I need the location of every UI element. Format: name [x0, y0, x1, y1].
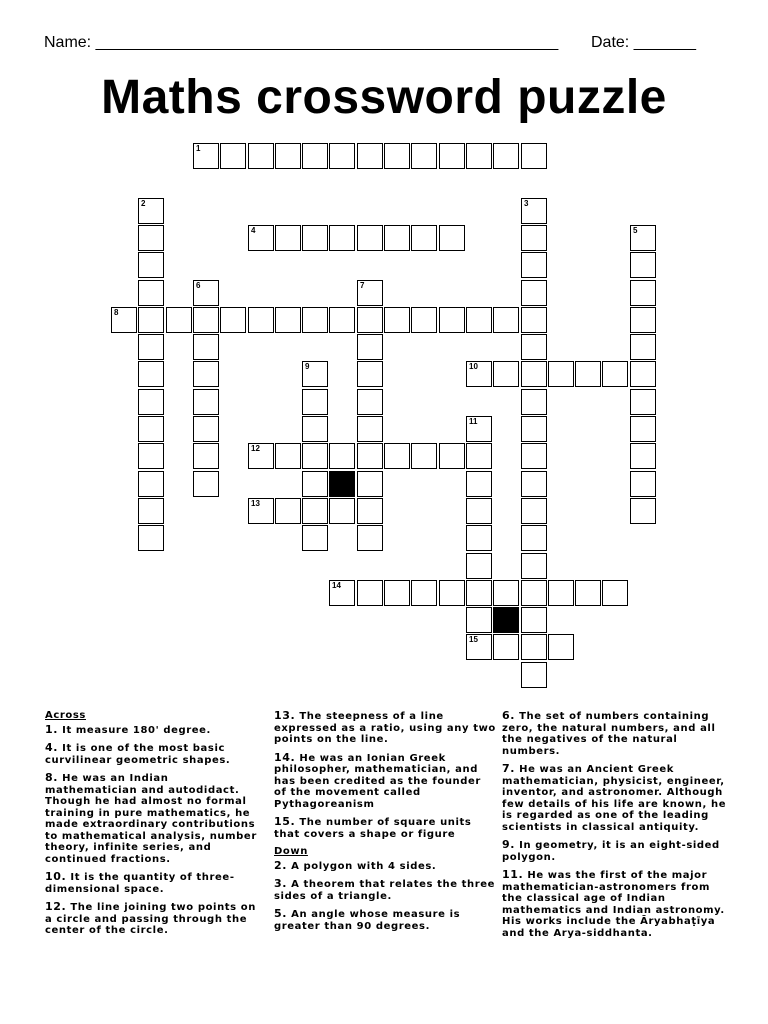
crossword-cell[interactable] — [220, 143, 246, 169]
clue-item — [502, 710, 730, 757]
clue-number: 10 — [469, 362, 478, 371]
crossword-cell[interactable] — [466, 580, 492, 606]
clue-text: The line joining two points on a circle and passing through the center of the circle. — [45, 902, 257, 936]
crossword-cell[interactable] — [466, 634, 492, 660]
clue-text: He was an Ancient Greek mathematician, physicist, engineer, inventor, and astronomer. Although few details of his life are known, he is regarded as one of the leading scientists in classical antiquity. — [502, 764, 727, 833]
crossword-cell[interactable] — [193, 334, 219, 360]
crossword-cell[interactable] — [357, 389, 383, 415]
crossword-cell[interactable] — [630, 252, 656, 278]
crossword-cell[interactable] — [521, 143, 547, 169]
crossword-cell[interactable] — [248, 307, 274, 333]
clue-number: 5 — [633, 226, 638, 235]
crossword-cell[interactable] — [302, 143, 328, 169]
crossword-cell[interactable] — [521, 225, 547, 251]
crossword-cell[interactable] — [302, 471, 328, 497]
crossword-cell[interactable] — [493, 634, 519, 660]
crossword-cell[interactable] — [493, 143, 519, 169]
clue-text: He was the first of the major mathematician-astronomers from the classical age of Indian mathematics and Indian astronomy. His works include the Āryabhaṭīya and the Arya-siddhanta. — [502, 870, 725, 939]
clue-text: In geometry, it is an eight-sided polygon. — [502, 840, 720, 863]
crossword-cell[interactable] — [329, 225, 355, 251]
crossword-cell[interactable] — [466, 443, 492, 469]
crossword-cell[interactable] — [193, 471, 219, 497]
across-heading: Across — [45, 710, 86, 721]
crossword-cell[interactable] — [466, 553, 492, 579]
clues-column-1 — [45, 710, 260, 943]
clue-item — [45, 871, 260, 895]
crossword-cell[interactable] — [193, 307, 219, 333]
crossword-cell[interactable] — [521, 334, 547, 360]
clue-number: 7. — [502, 762, 516, 775]
crossword-cell[interactable] — [138, 225, 164, 251]
crossword-cell[interactable] — [602, 361, 628, 387]
crossword-cell[interactable] — [630, 280, 656, 306]
crossword-cell[interactable] — [521, 280, 547, 306]
clue-text: A theorem that relates the three sides of a triangle. — [274, 879, 496, 902]
crossword-cell[interactable] — [521, 498, 547, 524]
clue-number: 4. — [45, 741, 59, 754]
page-title: Maths crossword puzzle — [101, 71, 667, 124]
crossword-cell[interactable] — [275, 307, 301, 333]
crossword-cell[interactable] — [302, 416, 328, 442]
crossword-cell[interactable] — [630, 416, 656, 442]
clue-item — [45, 742, 260, 766]
crossword-cell[interactable] — [466, 143, 492, 169]
crossword-cell[interactable] — [138, 471, 164, 497]
crossword-cell[interactable] — [302, 225, 328, 251]
crossword-cell[interactable] — [521, 471, 547, 497]
crossword-cell[interactable] — [357, 334, 383, 360]
clue-number: 9 — [305, 362, 310, 371]
crossword-cell[interactable] — [275, 143, 301, 169]
crossword-cell[interactable] — [548, 580, 574, 606]
crossword-cell[interactable] — [548, 361, 574, 387]
crossword-cell[interactable] — [302, 361, 328, 387]
crossword-cell[interactable] — [357, 225, 383, 251]
clue-item — [502, 869, 730, 939]
date-field[interactable]: Date: _______ — [591, 34, 696, 51]
clue-item — [274, 860, 496, 873]
clue-number: 1 — [196, 144, 201, 153]
crossword-cell[interactable] — [521, 307, 547, 333]
crossword-cell[interactable] — [630, 498, 656, 524]
clue-number: 14 — [332, 581, 341, 590]
crossword-cell[interactable] — [357, 307, 383, 333]
crossword-cell[interactable] — [111, 307, 137, 333]
crossword-block — [493, 607, 519, 633]
crossword-cell[interactable] — [302, 498, 328, 524]
clue-number: 2. — [274, 858, 288, 872]
crossword-cell[interactable] — [138, 389, 164, 415]
crossword-cell[interactable] — [357, 443, 383, 469]
clues-column-2 — [274, 710, 496, 938]
crossword-cell[interactable] — [138, 252, 164, 278]
crossword-cell[interactable] — [630, 443, 656, 469]
clue-item — [274, 816, 496, 840]
clue-number: 10. — [45, 870, 67, 883]
crossword-cell[interactable] — [466, 416, 492, 442]
crossword-cell[interactable] — [466, 498, 492, 524]
crossword-cell[interactable] — [248, 143, 274, 169]
clue-number: 5. — [274, 907, 288, 920]
crossword-cell[interactable] — [220, 307, 246, 333]
crossword-cell[interactable] — [193, 416, 219, 442]
crossword-cell[interactable] — [138, 334, 164, 360]
crossword-cell[interactable] — [521, 361, 547, 387]
crossword-cell[interactable] — [521, 525, 547, 551]
crossword-cell[interactable] — [138, 198, 164, 224]
clues-column-3 — [502, 710, 730, 945]
crossword-cell[interactable] — [357, 416, 383, 442]
clue-number: 12 — [251, 444, 260, 453]
crossword-cell[interactable] — [138, 361, 164, 387]
crossword-cell[interactable] — [521, 607, 547, 633]
crossword-cell[interactable] — [248, 443, 274, 469]
crossword-cell[interactable] — [302, 389, 328, 415]
crossword-cell[interactable] — [357, 525, 383, 551]
clue-number: 11. — [502, 868, 524, 881]
clue-text: It is the quantity of three-dimensional space. — [45, 872, 235, 895]
crossword-cell[interactable] — [439, 307, 465, 333]
clue-text: He was an Ionian Greek philosopher, mathematician, and has been credited as the founder of the movement called Pythagoreanism — [274, 752, 481, 810]
crossword-cell[interactable] — [138, 525, 164, 551]
crossword-cell[interactable] — [521, 198, 547, 224]
crossword-cell[interactable] — [521, 553, 547, 579]
crossword-cell[interactable] — [329, 143, 355, 169]
crossword-cell[interactable] — [630, 307, 656, 333]
crossword-cell[interactable] — [439, 143, 465, 169]
crossword-cell[interactable] — [548, 634, 574, 660]
crossword-cell[interactable] — [630, 389, 656, 415]
clue-number: 8 — [114, 308, 119, 317]
crossword-cell[interactable] — [466, 361, 492, 387]
clue-text: It is one of the most basic curvilinear geometric shapes. — [45, 743, 231, 766]
crossword-cell[interactable] — [357, 143, 383, 169]
clue-item — [274, 752, 496, 811]
crossword-cell[interactable] — [466, 307, 492, 333]
clue-number: 2 — [141, 199, 146, 208]
clue-item — [45, 901, 260, 937]
clue-number: 14. — [274, 750, 296, 764]
clue-number: 4 — [251, 226, 256, 235]
crossword-cell[interactable] — [193, 143, 219, 169]
clue-text: An angle whose measure is greater than 90 degrees. — [274, 909, 461, 932]
clue-number: 8. — [45, 771, 59, 784]
crossword-cell[interactable] — [439, 443, 465, 469]
crossword-cell[interactable] — [193, 389, 219, 415]
crossword-cell[interactable] — [248, 225, 274, 251]
crossword-cell[interactable] — [357, 361, 383, 387]
clue-item — [274, 878, 496, 902]
crossword-cell[interactable] — [493, 361, 519, 387]
crossword-cell[interactable] — [630, 225, 656, 251]
crossword-cell[interactable] — [329, 307, 355, 333]
crossword-cell[interactable] — [575, 361, 601, 387]
crossword-cell[interactable] — [521, 252, 547, 278]
clue-text: The steepness of a line expressed as a ratio, using any two points on the line. — [274, 711, 496, 745]
crossword-cell[interactable] — [138, 498, 164, 524]
crossword-cell[interactable] — [138, 443, 164, 469]
clue-number: 15 — [469, 635, 478, 644]
clue-number: 6. — [502, 709, 516, 722]
clue-number: 3 — [524, 199, 529, 208]
clue-item — [274, 908, 496, 932]
crossword-cell[interactable] — [166, 307, 192, 333]
crossword-cell[interactable] — [521, 580, 547, 606]
clue-number: 12. — [45, 900, 67, 913]
down-heading: Down — [274, 846, 308, 857]
clue-number: 13 — [251, 499, 260, 508]
clue-text: The number of square units that covers a shape or figure — [274, 817, 472, 840]
crossword-cell[interactable] — [138, 307, 164, 333]
crossword-cell[interactable] — [248, 498, 274, 524]
crossword-cell[interactable] — [357, 280, 383, 306]
crossword-cell[interactable] — [575, 580, 601, 606]
clue-text: The set of numbers containing zero, the natural numbers, and all the negatives of the natural numbers. — [502, 711, 716, 757]
crossword-cell[interactable] — [411, 307, 437, 333]
crossword-cell[interactable] — [466, 471, 492, 497]
crossword-cell[interactable] — [384, 225, 410, 251]
crossword-cell[interactable] — [302, 443, 328, 469]
crossword-cell[interactable] — [411, 580, 437, 606]
clue-number: 9. — [502, 838, 516, 851]
crossword-cell[interactable] — [411, 225, 437, 251]
clue-number: 6 — [196, 281, 201, 290]
crossword-cell[interactable] — [329, 443, 355, 469]
crossword-cell[interactable] — [493, 580, 519, 606]
name-field[interactable]: Name: ____________________________________________________ — [44, 34, 559, 51]
clue-number: 13. — [274, 709, 296, 722]
crossword-cell[interactable] — [329, 580, 355, 606]
clue-item — [502, 839, 730, 863]
crossword-cell[interactable] — [439, 580, 465, 606]
crossword-cell[interactable] — [602, 580, 628, 606]
crossword-cell[interactable] — [630, 334, 656, 360]
clue-number: 3. — [274, 877, 288, 890]
crossword-cell[interactable] — [193, 361, 219, 387]
crossword-cell[interactable] — [357, 471, 383, 497]
crossword-cell[interactable] — [411, 443, 437, 469]
crossword-cell[interactable] — [357, 580, 383, 606]
crossword-cell[interactable] — [275, 498, 301, 524]
crossword-cell[interactable] — [521, 443, 547, 469]
clue-number: 7 — [360, 281, 365, 290]
crossword-cell[interactable] — [384, 443, 410, 469]
crossword-cell[interactable] — [329, 498, 355, 524]
crossword-block — [329, 471, 355, 497]
crossword-cell[interactable] — [384, 580, 410, 606]
crossword-cell[interactable] — [357, 498, 383, 524]
crossword-cell[interactable] — [193, 443, 219, 469]
crossword-cell[interactable] — [302, 307, 328, 333]
crossword-cell[interactable] — [138, 280, 164, 306]
clue-item — [274, 710, 496, 746]
crossword-cell[interactable] — [384, 307, 410, 333]
clue-number: 15. — [274, 815, 296, 828]
crossword-cell[interactable] — [439, 225, 465, 251]
crossword-cell[interactable] — [275, 443, 301, 469]
crossword-cell[interactable] — [384, 143, 410, 169]
crossword-cell[interactable] — [466, 607, 492, 633]
clue-item — [45, 724, 260, 737]
crossword-cell[interactable] — [521, 662, 547, 688]
crossword-cell[interactable] — [302, 525, 328, 551]
crossword-cell[interactable] — [466, 525, 492, 551]
clue-text: He was an Indian mathematician and autodidact. Though he had almost no formal training in pure mathematics, he made extraordinary contributions to mathematical analysis, number theory, infinite series, and continued fractions. — [45, 773, 257, 865]
crossword-cell[interactable] — [521, 416, 547, 442]
clue-item — [45, 772, 260, 865]
clue-item — [502, 763, 730, 833]
clue-number: 11 — [469, 417, 478, 426]
crossword-cell[interactable] — [521, 634, 547, 660]
crossword-cell[interactable] — [630, 471, 656, 497]
crossword-cell[interactable] — [630, 361, 656, 387]
clue-text: It measure 180' degree. — [58, 724, 211, 736]
crossword-cell[interactable] — [275, 225, 301, 251]
clue-number: 1. — [45, 722, 59, 736]
crossword-cell[interactable] — [493, 307, 519, 333]
crossword-cell[interactable] — [138, 416, 164, 442]
crossword-cell[interactable] — [193, 280, 219, 306]
crossword-cell[interactable] — [521, 389, 547, 415]
clue-text: A polygon with 4 sides. — [287, 860, 437, 872]
crossword-cell[interactable] — [411, 143, 437, 169]
